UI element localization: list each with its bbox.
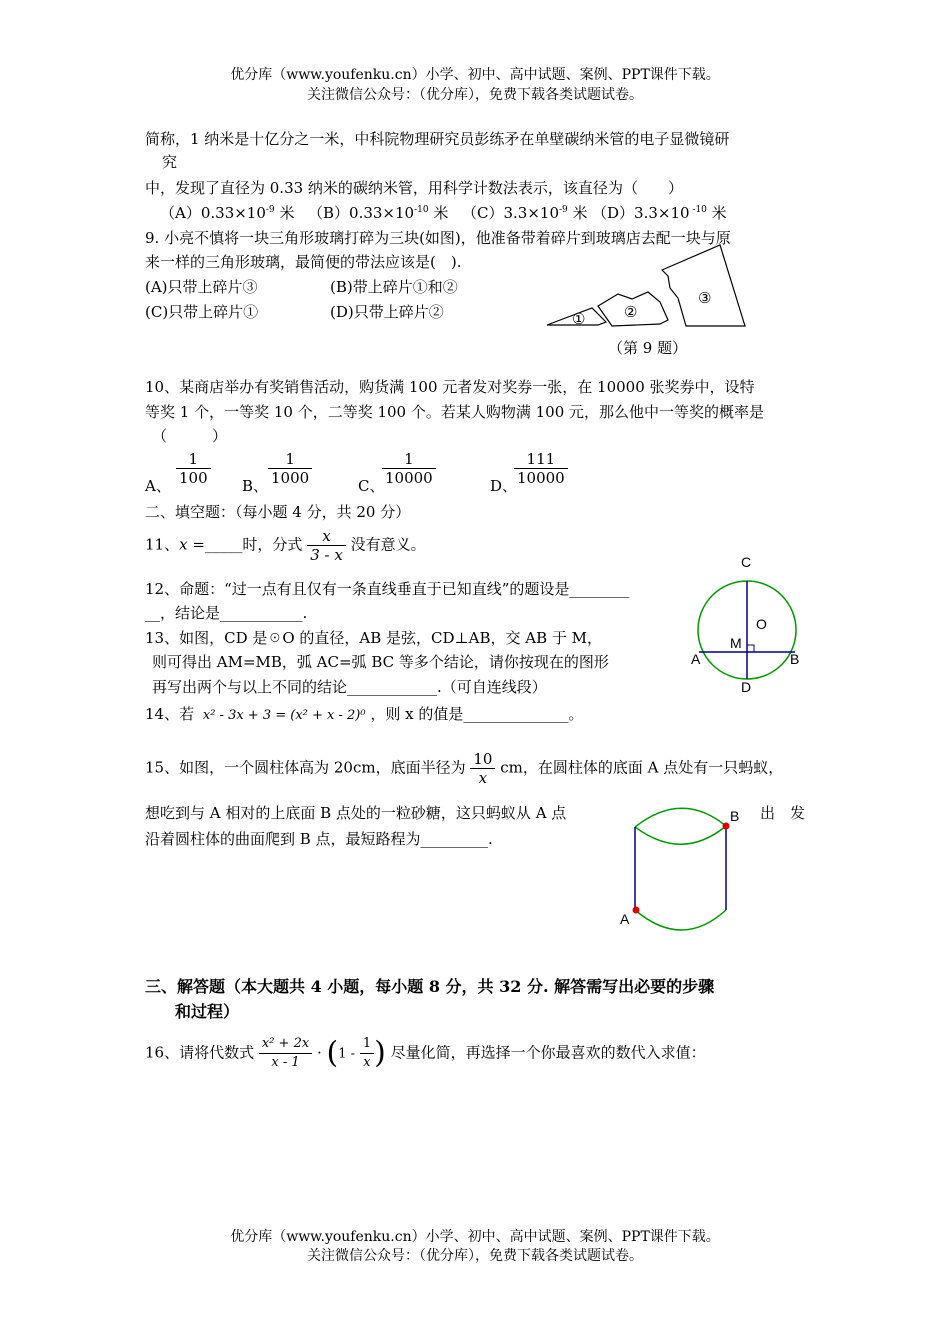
q16: 16、请将代数式 $\frac{\text{x² + 2x}}{x - 1}$ · (1 - $\frac{1}{x}$ ) 尽量化简，再选择一个你最喜欢的数代入求值：	[145, 1035, 706, 1071]
piece3-label: ③	[698, 289, 712, 307]
q10-line2: 等奖 1 个，一等奖 10 个，二等奖 100 个。若某人购物满 100 元，那么他中一等奖的概率是	[145, 403, 765, 421]
piece1-label: ①	[572, 310, 586, 328]
cylinder-figure	[612, 800, 752, 938]
q9-figure-caption: （第 9 题）	[608, 339, 688, 357]
q8-line1b: 究	[162, 153, 178, 171]
q9-line1: 9. 小亮不慎将一块三角形玻璃打碎为三块(如图)，他准备带着碎片到玻璃店去配一块与原	[145, 229, 731, 247]
label-b: B	[790, 651, 800, 667]
q10-label-d: D、	[490, 477, 518, 495]
q13-line1: 13、如图，CD 是☉O 的直径，AB 是弦，CD⊥AB，交 AB 于 M，	[145, 629, 603, 647]
page-footer-line2: 关注微信公众号：（优分库），免费下载各类试题试卷。	[307, 1248, 643, 1264]
label-a: A	[620, 911, 630, 927]
point-a	[633, 907, 640, 914]
piece2-label: ②	[624, 303, 638, 321]
q9-option-d: (D)只带上碎片②	[330, 303, 444, 321]
label-m: M	[730, 635, 742, 651]
cylinder-top-back	[635, 826, 726, 844]
q10-option-c: $\frac{1}{10000}$	[382, 450, 436, 487]
q11: 11、x =_____时，分式 $\frac{x}{3 - x}$ 没有意义。	[145, 527, 426, 564]
q15-line2: 想吃到与 A 相对的上底面 B 点处的一粒砂糖，这只蚂蚁从 A 点	[145, 804, 567, 822]
q8-option-d: （D）3.3×10 $^{-10}$ 米	[592, 204, 727, 222]
broken-glass-figure	[540, 240, 755, 335]
page-footer-line1: 优分库（www.youfenku.cn）小学、初中、高中试题、案例、PPT课件下载。	[230, 1229, 720, 1245]
q8-option-b: $(B)0.33\times 10^{-10}$ 米	[308, 204, 449, 222]
label-a: A	[691, 651, 701, 667]
q8-line2: 中，发现了直径为 0.33 纳米的碳纳米管，用科学计数法表示，该直径为（ ）	[145, 179, 683, 197]
q8-option-a: $(A)0.33\times 10^{-9}$ 米	[160, 204, 295, 222]
right-angle-mark	[747, 645, 754, 652]
q8-option-c: $(C)3.3\times 10^{-9}$ 米	[462, 204, 588, 222]
q13-line2: 则可得出 AM=MB，弧 AC=弧 BC 等多个结论，请你按现在的图形	[152, 653, 609, 671]
q9-option-b: (B)带上碎片①和②	[330, 278, 458, 296]
q10-option-b: $\frac{1}{1000}$	[268, 450, 312, 487]
page-header-line2: 关注微信公众号：（优分库），免费下载各类试题试卷。	[307, 87, 643, 103]
section3-line2: 和过程）	[175, 1002, 240, 1021]
q9-option-a: (A)只带上碎片③	[145, 278, 258, 296]
q10-option-a: $\frac{1}{100}$	[176, 450, 211, 487]
point-b	[723, 823, 730, 830]
q10-option-d: $\frac{111}{10000}$	[514, 450, 568, 487]
section2-title: 二、填空题：（每小题 4 分，共 20 分）	[145, 503, 411, 521]
q15-line3: 沿着圆柱体的曲面爬到 B 点，最短路程为_________.	[145, 830, 493, 848]
section3-line1: 三、解答题（本大题共 4 小题，每小题 8 分，共 32 分. 解答需写出必要的步骤	[145, 977, 715, 996]
label-b: B	[730, 808, 740, 824]
q9-option-c: (C)只带上碎片①	[145, 303, 259, 321]
circle-figure	[680, 550, 810, 700]
q12-line1: 12、命题：“过一点有且仅有一条直线垂直于已知直线”的题设是________	[145, 580, 630, 598]
glass-piece-3	[662, 245, 745, 326]
q10-label-a: A、	[145, 477, 171, 495]
q10-label-b: B、	[242, 477, 269, 495]
q15-line2b: 出 发	[760, 804, 806, 822]
q12-line2: __，结论是___________.	[145, 604, 308, 622]
q10-line3: （ ）	[152, 427, 228, 445]
q8-line1: 简称，1 纳米是十亿分之一米，中科院物理研究员彭练矛在单壁碳纳米管的电子显微镜研	[145, 130, 730, 148]
q9-line2: 来一样的三角形玻璃，最简便的带法应该是( ).	[145, 253, 462, 271]
cylinder-bottom-edge	[635, 910, 726, 930]
label-d: D	[741, 679, 752, 695]
label-c: C	[741, 554, 752, 570]
q13-line3: 再写出两个与以上不同的结论____________.（可自连线段）	[152, 678, 547, 696]
q10-line1: 10、某商店举办有奖销售活动，购货满 100 元者发对奖券一张，在 10000 张奖券中，设特	[145, 378, 755, 396]
q15-line1: 15、如图，一个圆柱体高为 20cm，底面半径为 $\frac{10}{x}$ cm，在圆柱体的底面 A 点处有一只蚂蚁，	[145, 750, 784, 787]
q10-label-c: C、	[358, 477, 385, 495]
label-o: O	[756, 616, 767, 632]
q14: 14、若 x² - 3x + 3 = (x² + x - 2)⁰ ，则 x 的值是______________。	[145, 705, 584, 723]
cylinder-top-front	[635, 808, 726, 827]
page-header-line1: 优分库（www.youfenku.cn）小学、初中、高中试题、案例、PPT课件下载。	[230, 67, 720, 83]
